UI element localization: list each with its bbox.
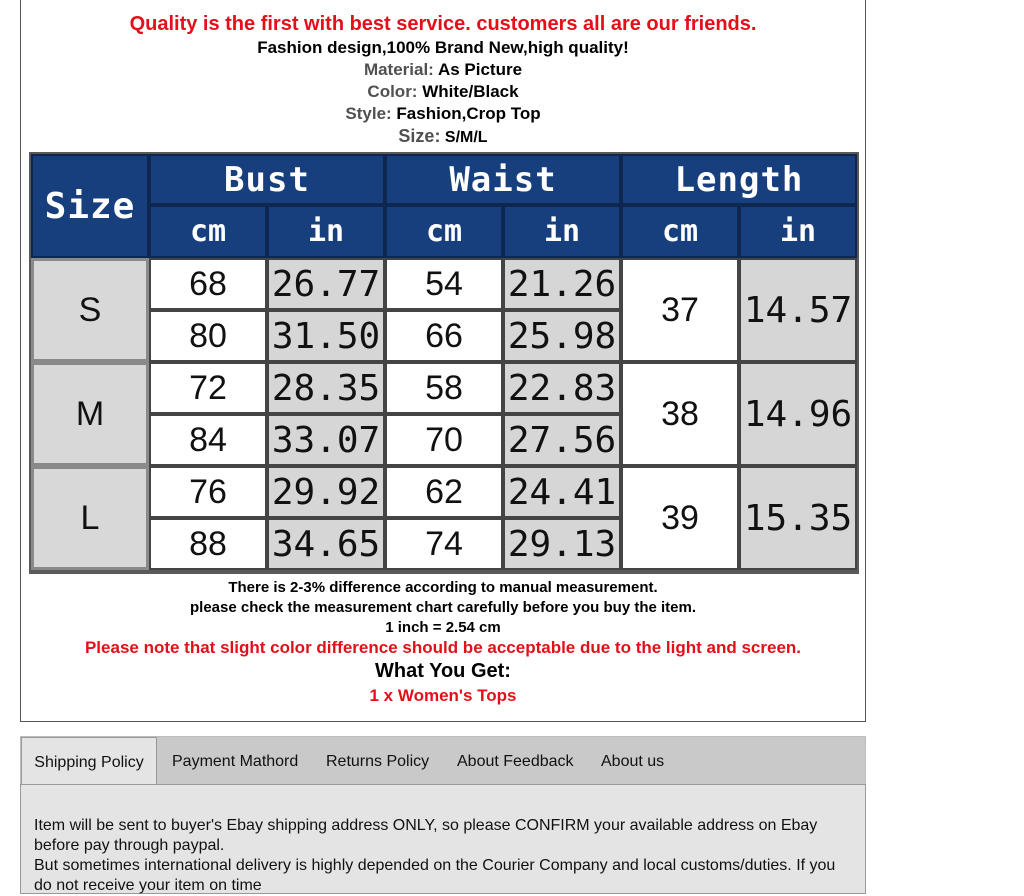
chart-unit-header: in <box>503 205 621 258</box>
chart-unit-header: cm <box>385 205 503 258</box>
spec-value: Fashion,Crop Top <box>396 104 541 123</box>
chart-group-header: Length <box>621 154 857 205</box>
size-label: L <box>31 466 149 570</box>
spec-style <box>21 104 865 124</box>
spec-color <box>21 82 865 102</box>
chart-unit-header: cm <box>149 205 267 258</box>
tab-about-feedback[interactable]: About Feedback <box>457 753 574 770</box>
bust-in-cell: 34.65 <box>267 518 385 570</box>
size-header: Size <box>31 154 149 258</box>
spec-label: Size: <box>398 126 441 146</box>
shipping-policy-panel <box>20 784 866 894</box>
length-cm-cell: 37 <box>621 258 739 362</box>
policy-text-line: before pay through paypal. <box>34 837 225 854</box>
note-check-chart: please check the measurement chart carefully before you buy the item. <box>189 599 696 616</box>
tab-shipping-policy[interactable]: Shipping Policy <box>21 737 157 787</box>
waist-in-cell: 29.13 <box>503 518 621 570</box>
spec-label: Material: <box>363 60 434 79</box>
tab-about-us[interactable]: About us <box>601 753 665 770</box>
waist-in-cell: 25.98 <box>503 310 621 362</box>
spec-label: Style: <box>345 104 392 123</box>
waist-cm-cell: 58 <box>385 362 503 414</box>
bust-cm-cell: 88 <box>149 518 267 570</box>
chart-unit-header: cm <box>621 205 739 258</box>
spec-label: Color: <box>367 82 418 101</box>
spec-value: White/Black <box>422 82 519 101</box>
bust-cm-cell: 76 <box>149 466 267 518</box>
waist-cm-cell: 74 <box>385 518 503 570</box>
policy-text-line: do not receive your item on time <box>34 877 262 894</box>
waist-in-cell: 24.41 <box>503 466 621 518</box>
bust-cm-cell: 80 <box>149 310 267 362</box>
size-chart-image <box>29 152 859 574</box>
length-in-cell: 14.57 <box>739 258 857 362</box>
chart-unit-header: in <box>739 205 857 258</box>
size-label: M <box>31 362 149 466</box>
waist-in-cell: 27.56 <box>503 414 621 466</box>
tab-returns-policy[interactable]: Returns Policy <box>326 753 430 770</box>
waist-in-cell: 22.83 <box>503 362 621 414</box>
length-cm-cell: 39 <box>621 466 739 570</box>
tagline: Quality is the first with best service. customers all are our friends. <box>129 13 757 35</box>
bust-cm-cell: 68 <box>149 258 267 310</box>
chart-group-header: Waist <box>385 154 621 205</box>
color-difference-note: Please note that slight color difference should be acceptable due to the light and screen. <box>84 638 802 657</box>
bust-in-cell: 26.77 <box>267 258 385 310</box>
product-description <box>20 0 866 722</box>
what-you-get-title: What You Get: <box>375 660 511 682</box>
spec-material <box>21 60 865 80</box>
policy-text-line: But sometimes international delivery is highly depended on the Courier Company and local customs/duties. If you <box>34 857 836 874</box>
length-cm-cell: 38 <box>621 362 739 466</box>
chart-group-header: Bust <box>149 154 385 205</box>
note-measurement: There is 2-3% difference according to manual measurement. <box>228 579 658 596</box>
bust-in-cell: 33.07 <box>267 414 385 466</box>
bust-cm-cell: 72 <box>149 362 267 414</box>
bust-in-cell: 28.35 <box>267 362 385 414</box>
length-in-cell: 14.96 <box>739 362 857 466</box>
headline: Fashion design,100% Brand New,high quality! <box>257 38 629 57</box>
chart-unit-header: in <box>267 205 385 258</box>
bust-in-cell: 29.92 <box>267 466 385 518</box>
length-in-cell: 15.35 <box>739 466 857 570</box>
bust-in-cell: 31.50 <box>267 310 385 362</box>
note-inch-conversion: 1 inch = 2.54 cm <box>385 619 501 636</box>
waist-cm-cell: 66 <box>385 310 503 362</box>
spec-value: S/M/L <box>444 129 488 146</box>
waist-in-cell: 21.26 <box>503 258 621 310</box>
tab-payment-mathord[interactable]: Payment Mathord <box>172 753 299 770</box>
size-label: S <box>31 258 149 362</box>
spec-size <box>21 126 865 147</box>
waist-cm-cell: 70 <box>385 414 503 466</box>
waist-cm-cell: 54 <box>385 258 503 310</box>
policy-tabs <box>20 736 866 785</box>
what-you-get-item: 1 x Women's Tops <box>369 686 517 705</box>
bust-cm-cell: 84 <box>149 414 267 466</box>
policy-text-line: Item will be sent to buyer's Ebay shipping address ONLY, so please CONFIRM your available address on Ebay <box>34 817 818 834</box>
spec-value: As Picture <box>437 60 523 79</box>
waist-cm-cell: 62 <box>385 466 503 518</box>
